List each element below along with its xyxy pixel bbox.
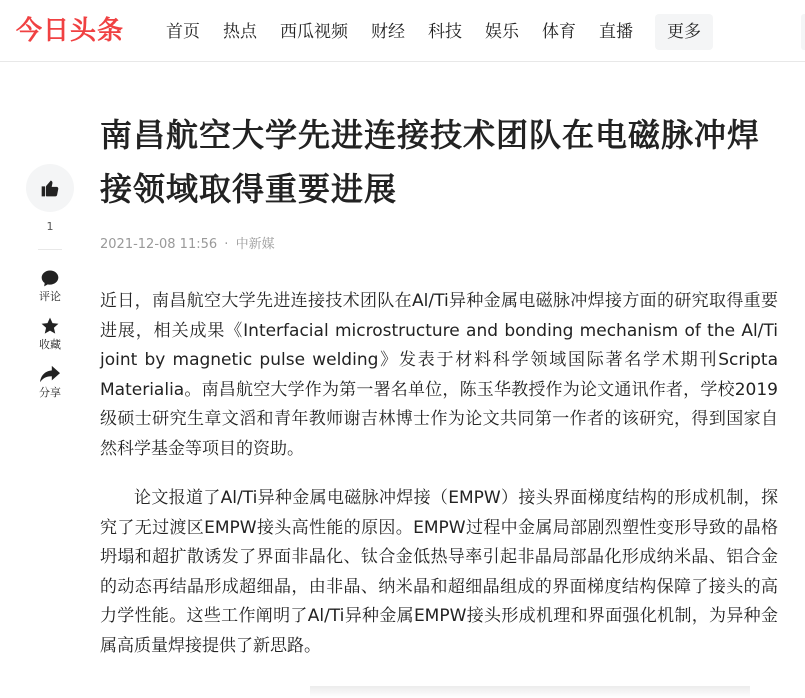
side-action-bar — [26, 164, 74, 400]
nav-more-button[interactable]: 更多 — [655, 14, 713, 50]
meta-separator: · — [224, 237, 229, 252]
article-title: 南昌航空大学先进连接技术团队在电磁脉冲焊接领域取得重要进展 — [100, 116, 761, 208]
article-source[interactable]: 中新媒 — [235, 237, 275, 252]
top-bar — [0, 0, 805, 62]
publish-time: 2021-12-08 11:56 — [100, 237, 218, 252]
comment-label: 评论 — [39, 290, 61, 303]
article-paragraph-1: 近日，南昌航空大学先进连接技术团队在Al/Ti异种金属电磁脉冲焊接方面的研究取得重要进展，相关成果《Interfacial microstructure and bonding mechanism of the Al/Ti joint by magnetic pulse welding》发表于材料科学领域国际著名学术期刊Scripta Materialia。南昌航空大学作为第一署名单位，陈玉华教授作为论文通讯作者，学校2019级硕士研究生章文滔和青年教师谢吉林博士作为论文共同第一作者的该研究，得到国家自然科学基金等项目的资助。 — [100, 291, 778, 459]
thumbs-up-icon — [40, 178, 60, 198]
next-paragraph-fade — [310, 686, 750, 698]
like-button[interactable] — [26, 164, 74, 212]
nav-item-entertainment[interactable]: 娱乐 — [485, 22, 519, 42]
site-logo[interactable]: 今日头条 — [16, 16, 125, 46]
comment-button[interactable] — [26, 268, 74, 304]
side-divider — [38, 249, 62, 250]
nav-item-tech[interactable]: 科技 — [428, 22, 462, 42]
share-icon — [39, 364, 61, 384]
star-icon — [40, 316, 60, 336]
article-meta — [100, 233, 275, 252]
nav-item-live[interactable]: 直播 — [599, 22, 633, 42]
nav-item-hot[interactable]: 热点 — [223, 22, 257, 42]
nav-item-video[interactable]: 西瓜视频 — [280, 22, 348, 42]
header-right-control[interactable] — [801, 14, 805, 50]
comment-icon — [40, 268, 60, 288]
share-label: 分享 — [39, 386, 61, 399]
nav-item-sports[interactable]: 体育 — [542, 22, 576, 42]
nav-item-home[interactable]: 首页 — [166, 22, 200, 42]
article-body — [100, 287, 778, 681]
article-paragraph-2: 论文报道了Al/Ti异种金属电磁脉冲焊接（EMPW）接头界面梯度结构的形成机制，探究了无过渡区EMPW接头高性能的原因。EMPW过程中金属局部剧烈塑性变形导致的晶格坍塌和超扩散诱发了界面非晶化、钛合金低热导率引起非晶局部晶化形成纳米晶、铝合金的动态再结晶形成超细晶，由非晶、纳米晶和超细晶组成的界面梯度结构保障了接头的高力学性能。这些工作阐明了Al/Ti异种金属EMPW接头形成机理和界面强化机制，为异种金属高质量焊接提供了新思路。 — [100, 488, 778, 656]
share-button[interactable] — [26, 364, 74, 400]
like-count: 1 — [46, 220, 54, 233]
nav-item-finance[interactable]: 财经 — [371, 22, 405, 42]
favorite-button[interactable] — [26, 316, 74, 352]
main-nav — [166, 14, 713, 50]
favorite-label: 收藏 — [39, 338, 61, 351]
